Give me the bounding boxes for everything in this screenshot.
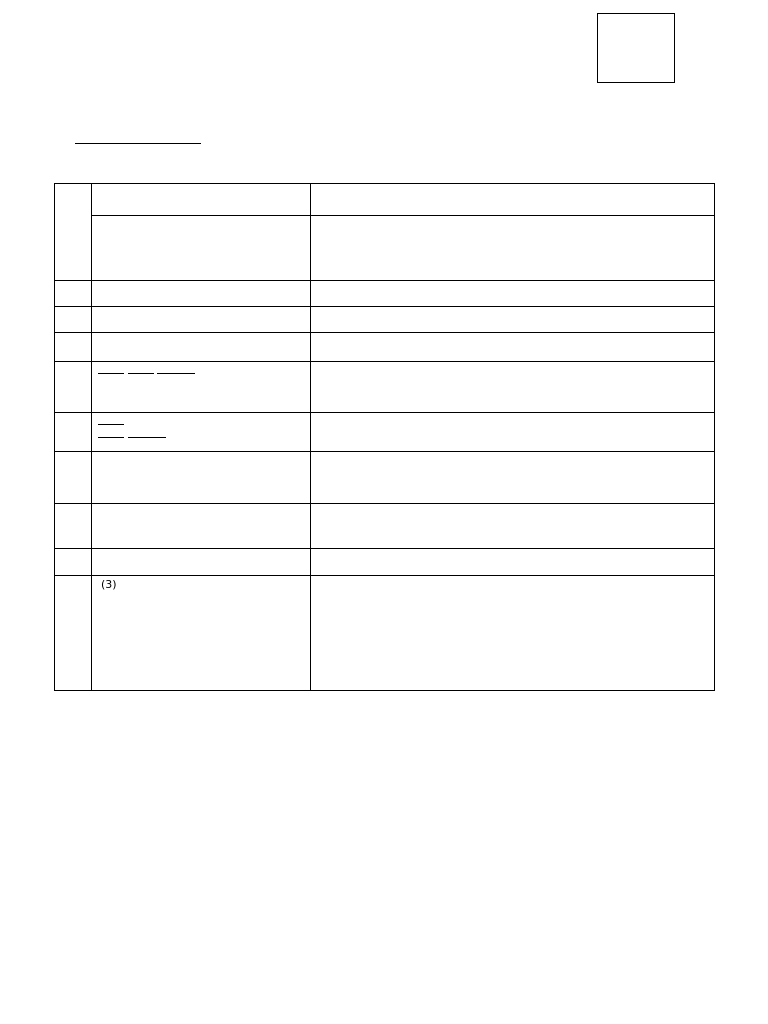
intro-line-2 <box>75 132 675 146</box>
row-label <box>92 576 311 691</box>
blank-line <box>98 415 124 425</box>
row-value[interactable] <box>311 504 715 549</box>
row-label <box>92 413 311 452</box>
table-row <box>55 333 715 362</box>
table-row <box>55 281 715 307</box>
row-number <box>55 504 92 549</box>
row-number <box>55 413 92 452</box>
table-row <box>55 452 715 504</box>
row-value[interactable] <box>311 216 715 281</box>
row-value[interactable] <box>311 333 715 362</box>
row-value[interactable] <box>311 452 715 504</box>
row-number <box>55 576 92 691</box>
table-row <box>55 549 715 576</box>
row-value[interactable] <box>311 307 715 333</box>
row-number <box>55 452 92 504</box>
address-fields <box>311 413 715 452</box>
row-label <box>92 362 311 413</box>
blank-line <box>128 364 154 374</box>
blank-line <box>98 428 124 438</box>
list-item: (3) <box>101 578 117 591</box>
row-label <box>92 184 311 216</box>
declaration-line <box>75 944 675 959</box>
row-number <box>55 184 92 281</box>
table-row <box>55 216 715 281</box>
details-table <box>54 183 715 691</box>
photo-box <box>597 13 675 83</box>
row-value[interactable] <box>311 576 715 691</box>
row-label <box>92 333 311 362</box>
row-value[interactable] <box>311 184 715 216</box>
row-value[interactable] <box>311 281 715 307</box>
blank-line <box>75 132 201 144</box>
blank-line <box>128 428 166 438</box>
address-fields <box>311 362 715 413</box>
declaration-paragraph <box>75 900 675 987</box>
row-label <box>92 307 311 333</box>
row-value[interactable] <box>311 549 715 576</box>
blank-line <box>98 364 124 374</box>
table-row <box>55 307 715 333</box>
table-row <box>55 362 715 413</box>
row-label <box>92 549 311 576</box>
row-label <box>92 281 311 307</box>
row-label <box>92 504 311 549</box>
row-label <box>92 216 311 281</box>
declaration-line <box>75 915 675 930</box>
declaration-line <box>75 973 675 988</box>
intro-paragraph <box>75 118 675 160</box>
intro-line-3 <box>75 146 675 160</box>
intro-line-1 <box>75 118 675 132</box>
table-row <box>55 576 715 691</box>
declaration-line <box>75 900 675 915</box>
table-row <box>55 504 715 549</box>
row-number <box>55 307 92 333</box>
row-label <box>92 452 311 504</box>
row-number <box>55 333 92 362</box>
blank-line <box>157 364 195 374</box>
row-number <box>55 549 92 576</box>
row-number <box>55 362 92 413</box>
declaration-line <box>75 929 675 944</box>
declaration-line <box>75 958 675 973</box>
table-row <box>55 184 715 216</box>
table-row <box>55 413 715 452</box>
row-number <box>55 281 92 307</box>
